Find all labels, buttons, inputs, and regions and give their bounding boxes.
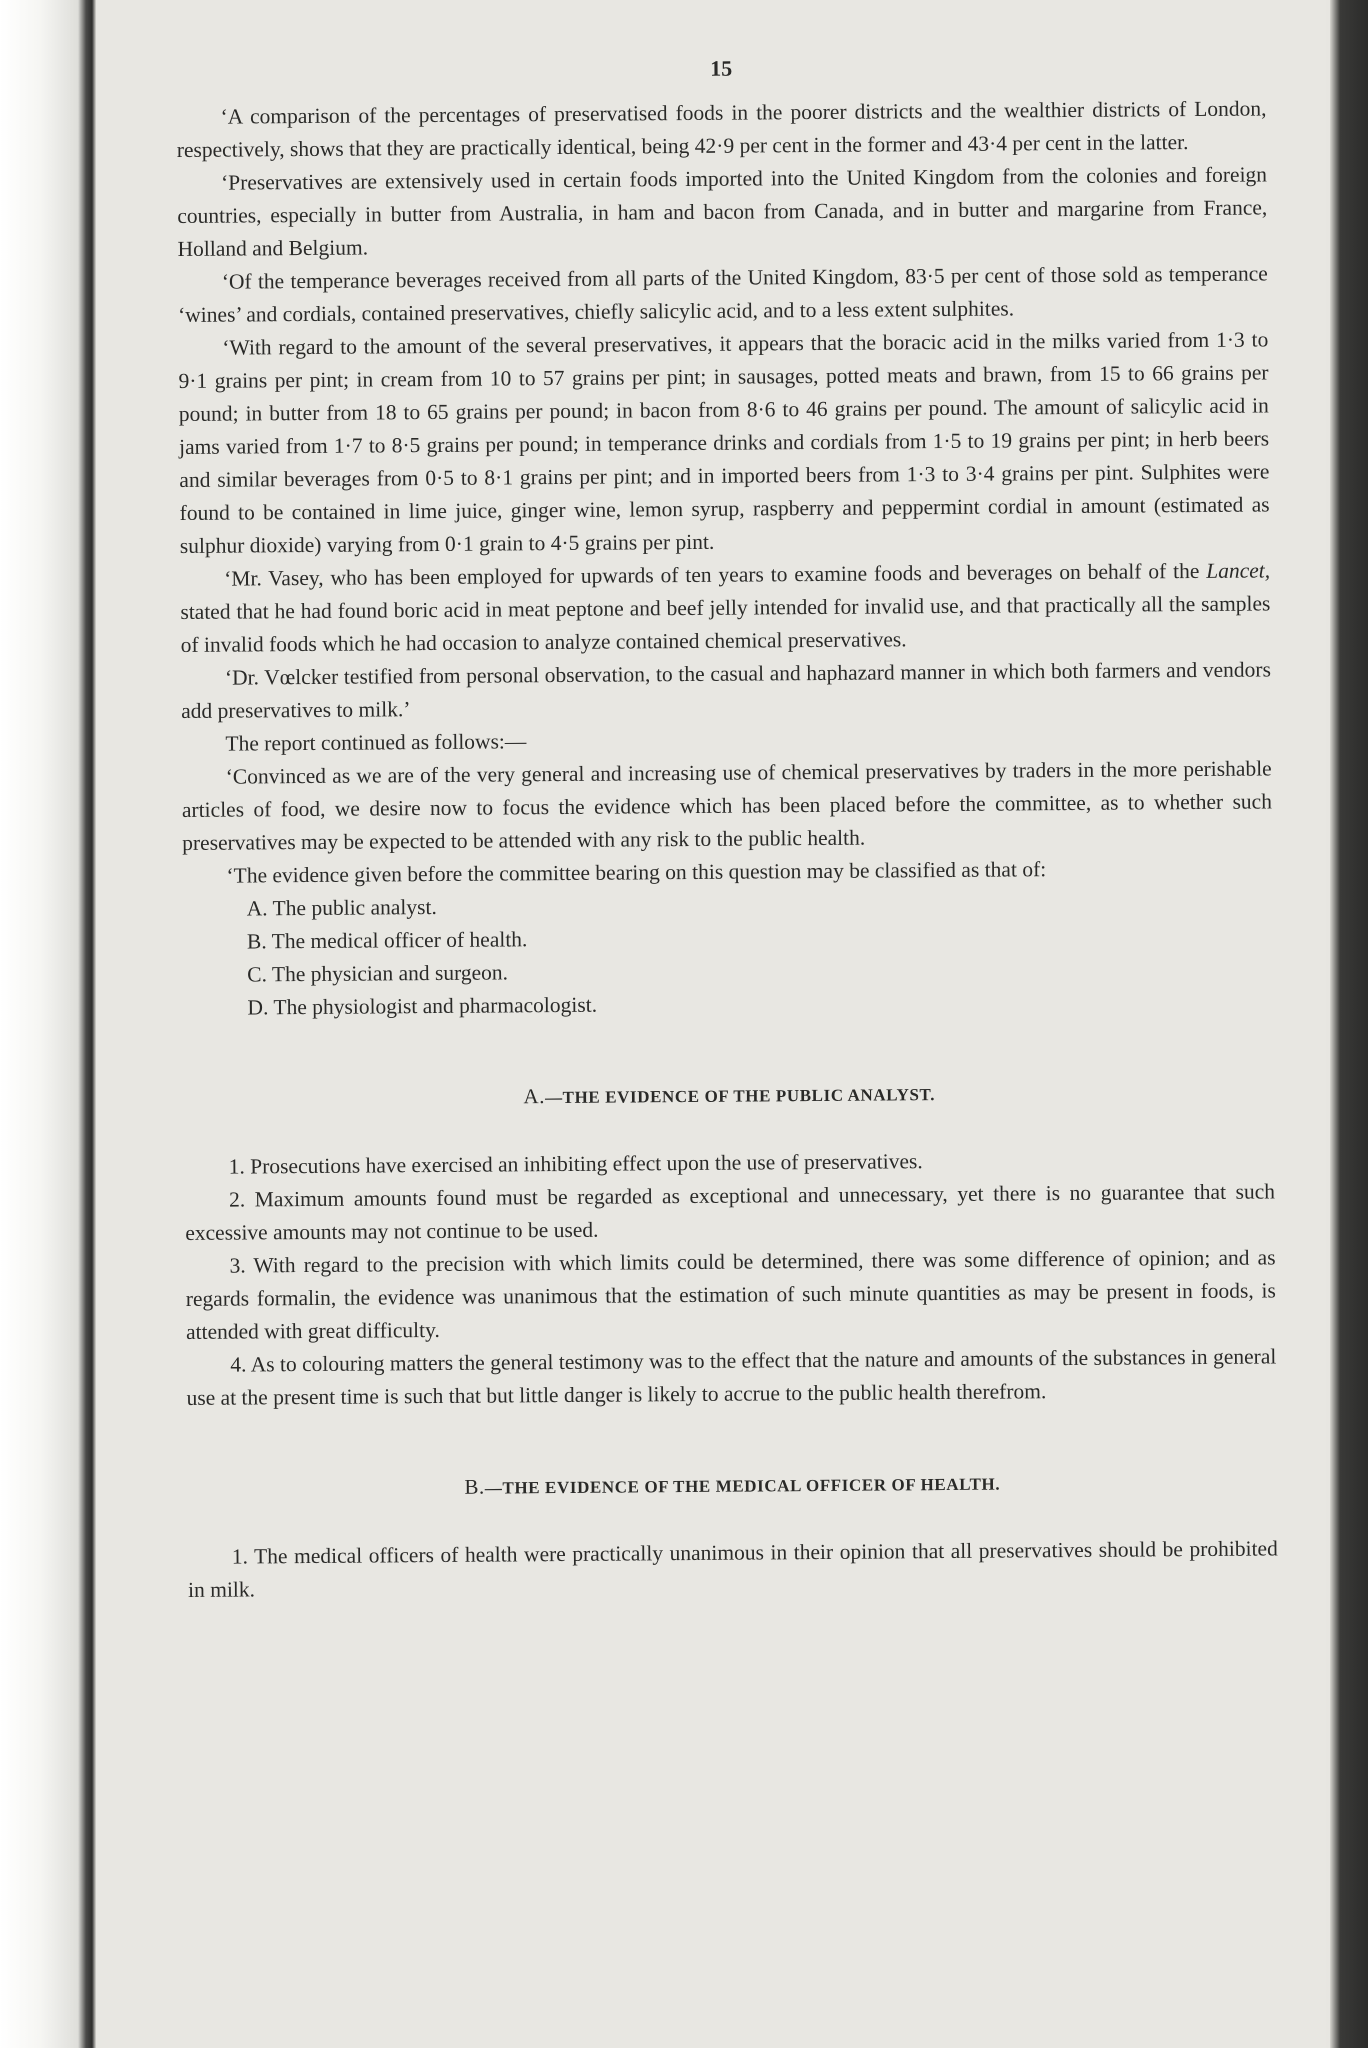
vasey-text-after: stated that he had found boric acid in meat peptone and beef jelly intended for invalid use, and that practically all the samples of invalid foods which he had occasion to analyze contained chemical preservatives. [180,591,1271,657]
analyst-item-3: 3. With regard to the precision with which limits could be determined, there was some difference of opinion; and as regards formalin, the evidence was unanimous that the estimation of such minute quantities as may be present in foods, is attended with great difficulty. [185,1245,1276,1344]
paragraph-amounts: ‘With regard to the amount of the several preservatives, it appears that the boracic acid in the milks varied from 1·3 to 9·1 grains per pint; in cream from 10 to 57 grains per pint; in sausages, potted meats and brawn, from 15 to 66 grains per pound; in butter from 18 to 65 grains per pound; in bacon from 8·6 to 46 grains per pound. The amount of salicylic acid in jams varied from 1·7 to 8·5 grains per pound; in temperance drinks and cordials from 1·5 to 19 grains per pint; in herb beers and similar beverages from 0·5 to 8·1 grains per pint; and in imported beers from 1·3 to 3·4 grains per pint. Sulphites were found to be contained in lime juice, ginger wine, lemon syrup, raspberry and peppermint cordial in amount (estimated as sulphur dioxide) varying from 0·1 grain to 4·5 grains per pint. [178,327,1270,558]
analyst-item-2: 2. Maximum amounts found must be regarded as exceptional and unnecessary, yet there is no guarantee that such excessive amounts may not continue to be used. [185,1179,1276,1245]
book-spine-edge [0,0,96,2048]
paragraph-comparison: ‘A comparison of the percentages of preservatised foods in the poorer districts and the wealthier districts of London, respectively, shows that they are practically identical, being 42·9 per cent in the former and 43·4 per cent in the latter. [176,96,1267,162]
section-heading-medical-officer [187,1464,1277,1507]
paragraph-convinced: ‘Convinced as we are of the very general and increasing use of chemical preservatives by traders in the more perishable articles of food, we desire now to focus the evidence which has been placed before the committee, as to whether such preservatives may be expected to be attended with any risk to the public health. [181,756,1273,855]
page-number: 15 [710,55,733,81]
lancet-title: Lancet, [1206,558,1271,583]
list-item-medical-officer: B. The medical officer of health. [246,927,528,954]
section-a-title: —THE EVIDENCE OF THE PUBLIC ANALYST. [544,1085,936,1108]
paragraph-vasey [180,554,1271,662]
list-item-public-analyst: A. The public analyst. [246,894,437,921]
page-content [176,43,1278,1607]
paragraph-report-continued: The report continued as follows:— [225,729,527,756]
section-a-letter: A. [523,1084,546,1109]
vasey-text-before: ‘Mr. Vasey, who has been employed for upwards of ten years to examine foods and beverages on behalf of the [224,558,1207,591]
list-item-physician: C. The physician and surgeon. [247,960,509,987]
paragraph-voelcker: ‘Dr. Vœlcker testified from personal observation, to the casual and haphazard manner in which both farmers and vendors add preservatives to milk.’ [181,657,1271,723]
right-page-edge [1330,0,1368,2048]
analyst-item-4: 4. As to colouring matters the general testimony was to the effect that the nature and amounts of the substances in general use at the present time is such that but little danger is likely to accrue to the public health therefrom. [186,1344,1277,1410]
paragraph-classification: ‘The evidence given before the committee bearing on this question may be classified as that of: [226,857,1047,888]
page-sheet [100,0,1326,2048]
section-heading-public-analyst [184,1074,1274,1117]
paragraph-imports: ‘Preservatives are extensively used in certain foods imported into the United Kingdom from the colonies and foreign countries, especially in butter from Australia, in ham and bacon from Canada, and in butter and margarine from France, Holland and Belgium. [177,162,1268,261]
evidence-class-list [183,884,1274,1025]
list-item-physiologist: D. The physiologist and pharmacologist. [247,992,598,1020]
paragraph-temperance: ‘Of the temperance beverages received from all parts of the United Kingdom, 83·5 per cent of those sold as temperance ‘wines’ and cordials, contained preservatives, chiefly salicylic acid, and to a less extent sulphites. [177,261,1268,327]
medical-officer-item-1: 1. The medical officers of health were practically unanimous in their opinion that all preservatives should be prohibited in milk. [187,1536,1278,1602]
section-b-letter: B. [464,1474,485,1499]
analyst-item-1: 1. Prosecutions have exercised an inhibiting effect upon the use of preservatives. [228,1149,923,1179]
section-b-title: —THE EVIDENCE OF THE MEDICAL OFFICER OF HEALTH. [484,1474,1001,1498]
